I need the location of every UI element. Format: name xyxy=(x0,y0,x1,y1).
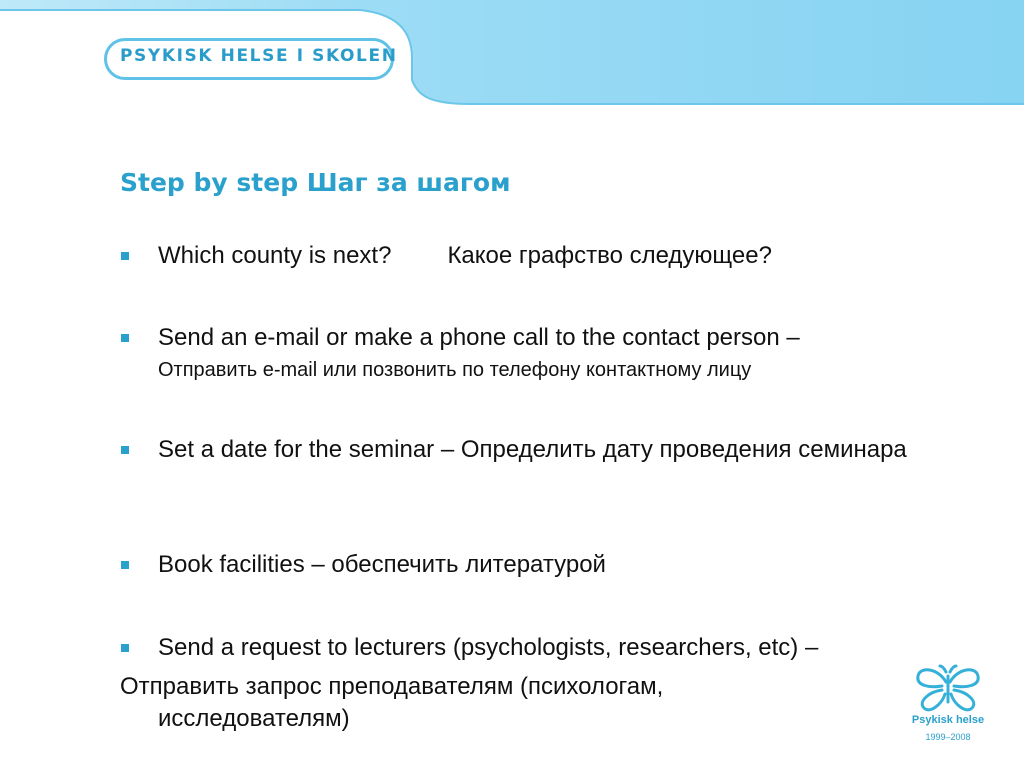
butterfly-logo xyxy=(900,662,996,752)
bullet-text-ru: Отправить e-mail или позвонить по телефону контактному лицу xyxy=(158,359,752,381)
bullet-square-icon xyxy=(121,561,129,569)
bullet-text: Set a date for the seminar – Определить дату проведения семинара xyxy=(158,436,907,463)
bullet-text-en: Send an e-mail or make a phone call to the contact person – xyxy=(158,324,800,351)
brand-logo-text: PSYKISK HELSE I SKOLEN xyxy=(120,46,398,66)
logo-title: Psykisk helse xyxy=(911,714,985,726)
bullet-square-icon xyxy=(121,334,129,342)
bullet-square-icon xyxy=(121,446,129,454)
bullet-square-icon xyxy=(121,644,129,652)
logo-years: 1999–2008 xyxy=(925,732,971,742)
bullet-text-ru: Какое графство следующее? xyxy=(447,242,772,269)
bullet-square-icon xyxy=(121,252,129,260)
slide-title: Step by step Шаг за шагом xyxy=(120,168,511,197)
bullet-text-ru: исследователям) xyxy=(158,705,350,732)
butterfly-icon xyxy=(900,662,996,714)
bullet-text: Book facilities – обеспечить литературой xyxy=(158,551,606,578)
bullet-text-en: Send a request to lecturers (psychologists, researchers, etc) – xyxy=(158,634,819,661)
bullet-text-en: Which county is next? xyxy=(158,242,392,269)
bullet-text-ru: Отправить запрос преподавателям (психологам, xyxy=(120,673,664,700)
